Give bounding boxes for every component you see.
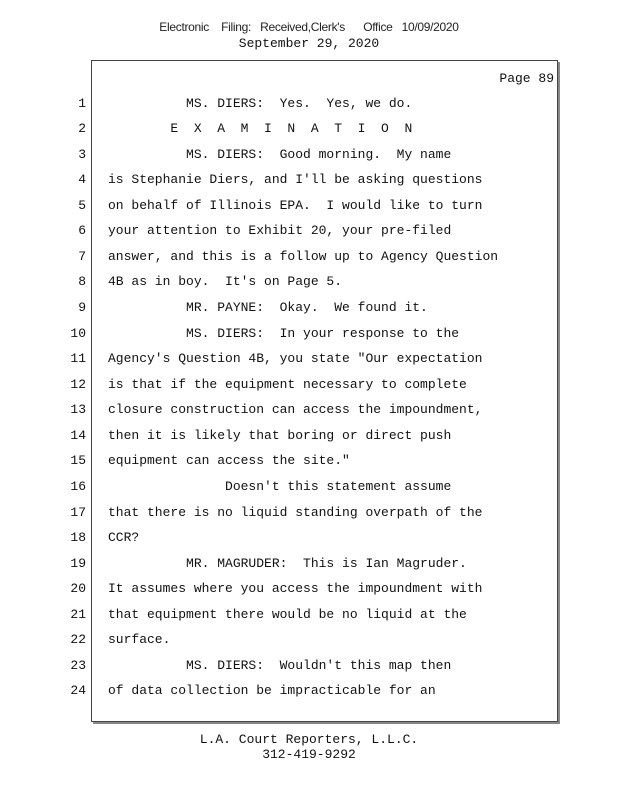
line-text: E X A M I N A T I O N — [108, 121, 413, 136]
line-text: MR. MAGRUDER: This is Ian Magruder. — [108, 556, 467, 571]
line-text: equipment can access the site." — [108, 453, 350, 468]
line-number: 8 — [78, 274, 86, 289]
line-text: MS. DIERS: Wouldn't this map then — [108, 658, 452, 673]
line-text: is that if the equipment necessary to complete — [108, 377, 467, 392]
line-number: 14 — [70, 428, 86, 443]
line-number: 9 — [78, 300, 86, 315]
line-text: your attention to Exhibit 20, your pre-filed — [108, 223, 452, 238]
line-text: MR. PAYNE: Okay. We found it. — [108, 300, 428, 315]
court-reporter-name: L.A. Court Reporters, L.L.C. — [199, 732, 419, 747]
line-number: 7 — [78, 249, 86, 264]
line-text: on behalf of Illinois EPA. I would like to turn — [108, 198, 483, 213]
line-text: closure construction can access the impoundment, — [108, 402, 483, 417]
line-text: is Stephanie Diers, and I'll be asking questions — [108, 172, 483, 187]
line-number: 20 — [70, 581, 86, 596]
line-number: 6 — [78, 223, 86, 238]
line-text: It assumes where you access the impoundment with — [108, 581, 483, 596]
line-number: 4 — [78, 172, 86, 187]
line-text: surface. — [108, 632, 171, 647]
line-number: 3 — [78, 147, 86, 162]
line-number: 21 — [70, 607, 86, 622]
court-reporter-phone: 312-419-9292 — [262, 747, 356, 762]
line-text: answer, and this is a follow up to Agency Question — [108, 249, 499, 264]
line-text: Agency's Question 4B, you state "Our expectation — [108, 351, 483, 366]
line-number: 11 — [70, 351, 86, 366]
line-text: MS. DIERS: In your response to the — [108, 326, 460, 341]
line-number: 13 — [70, 402, 86, 417]
filing-stamp: Electronic Filing: Received,Clerk's Office 10/09/2020 — [159, 20, 459, 34]
line-number: 5 — [78, 198, 86, 213]
line-text: CCR? — [108, 530, 140, 545]
page-number: Page 89 — [499, 71, 554, 86]
line-text: 4B as in boy. It's on Page 5. — [108, 274, 343, 289]
line-text: that there is no liquid standing overpath of the — [108, 505, 483, 520]
line-number: 18 — [70, 530, 86, 545]
line-number: 1 — [78, 96, 86, 111]
line-number: 2 — [78, 121, 86, 136]
line-number: 10 — [70, 326, 86, 341]
line-text: of data collection be impracticable for an — [108, 683, 436, 698]
line-text: MS. DIERS: Yes. Yes, we do. — [108, 96, 413, 111]
line-number: 15 — [70, 453, 86, 468]
line-text: MS. DIERS: Good morning. My name — [108, 147, 452, 162]
transcript-date: September 29, 2020 — [238, 36, 380, 51]
line-number: 24 — [70, 683, 86, 698]
line-text: Doesn't this statement assume — [108, 479, 452, 494]
line-number: 17 — [70, 505, 86, 520]
line-text: that equipment there would be no liquid at the — [108, 607, 467, 622]
line-text: then it is likely that boring or direct push — [108, 428, 452, 443]
line-number: 22 — [70, 632, 86, 647]
line-number: 12 — [70, 377, 86, 392]
line-number: 19 — [70, 556, 86, 571]
line-number: 23 — [70, 658, 86, 673]
line-number: 16 — [70, 479, 86, 494]
